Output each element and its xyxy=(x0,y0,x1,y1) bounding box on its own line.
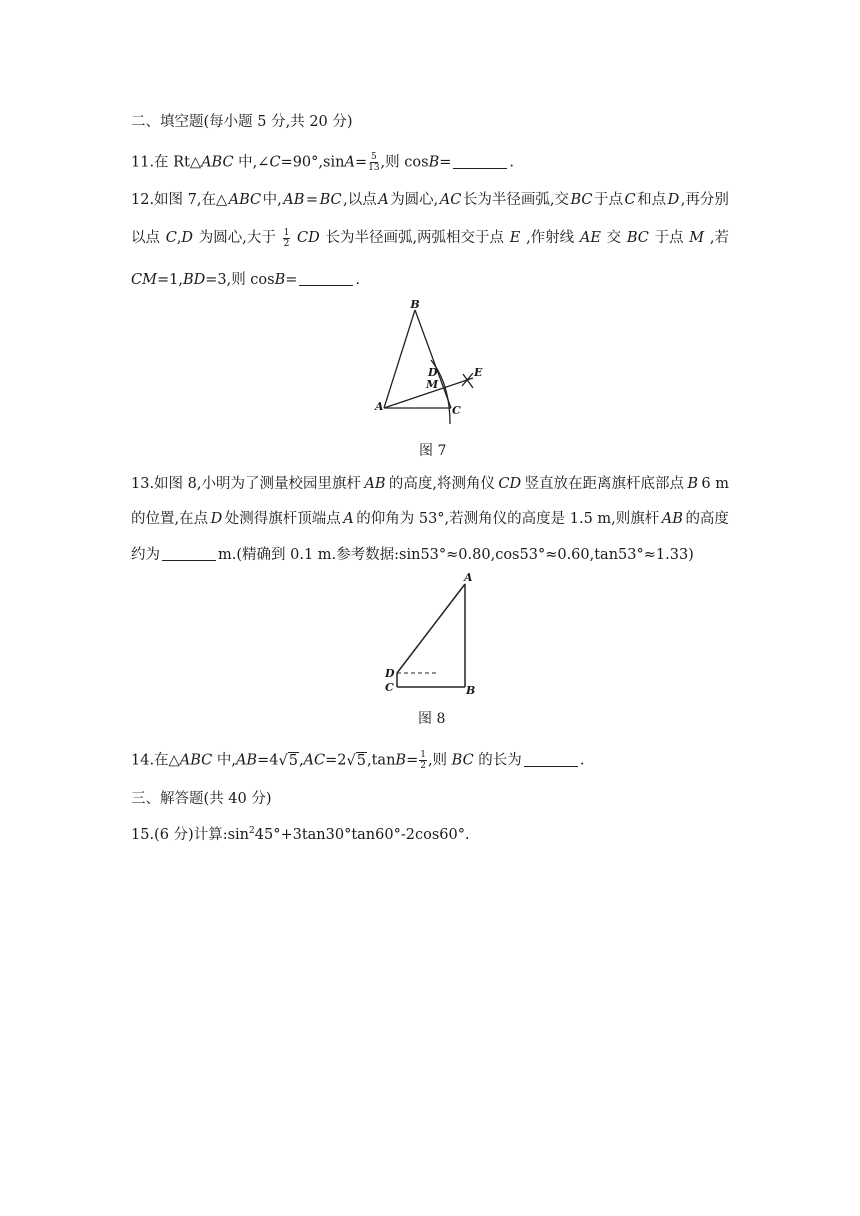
question-14: 14.在△ABC 中,AB=4√5,AC=2√5,tanB= $\frac{1}{2}$ ,则 BC 的长为 . xyxy=(131,750,585,771)
sqrt-5-b: √5 xyxy=(346,752,366,769)
label-m: M xyxy=(426,378,439,391)
segment-bc xyxy=(415,310,451,408)
sqrt-5-a: √5 xyxy=(278,752,298,769)
figure-7-diagram xyxy=(370,296,500,426)
section-heading-solve: 三、解答题(共 40 分) xyxy=(131,791,272,807)
label-b: B xyxy=(410,298,420,311)
figure-7-caption: 图 7 xyxy=(419,443,447,459)
label-d: D xyxy=(428,366,438,379)
label-d: D xyxy=(385,667,395,680)
answer-blank-13[interactable] xyxy=(162,546,216,561)
section-heading-fill-in: 二、填空题(每小题 5 分,共 20 分) xyxy=(131,114,353,130)
figure-8-caption: 图 8 xyxy=(418,711,446,727)
label-a: A xyxy=(464,571,473,584)
label-a: A xyxy=(375,400,384,413)
segment-da xyxy=(397,584,465,673)
label-c: C xyxy=(385,681,394,694)
question-13-line-2: 的位置,在点 D 处测得旗杆顶端点 A 的仰角为 53°,若测角仪的高度是 1.5 m,则旗杆 AB 的高度 xyxy=(131,511,729,527)
label-e: E xyxy=(474,366,483,379)
question-12-line-1: 12.如图 7,在△ ABC 中, AB = BC ,以点 A 为圆心, AC 长为半径画弧,交 BC 于点 C 和点 D ,再分别 xyxy=(131,192,729,208)
question-11: 11.在 Rt△ABC 中,∠C=90°,sinA= $\frac{5}{13}$ ,则 cosB= . xyxy=(131,152,514,173)
question-13-line-1: 13.如图 8,小明为了测量校园里旗杆 AB 的高度,将测角仪 CD 竖直放在距离旗杆底部点 B 6 m xyxy=(131,476,729,492)
question-12-line-2: 以点 C,D 为圆心,大于 $\frac{1}{2}$ CD 长为半径画弧,两弧相交于点 E ,作射线 AE 交 BC 于点 M ,若 xyxy=(131,228,729,249)
answer-blank-12[interactable] xyxy=(299,271,353,286)
fraction-1-2-q14: $\frac{1}{2}$ xyxy=(420,750,426,771)
question-15: 15.(6 分)计算$:\sin^245^\circ+3\tan 30^\circ\tan 60^\circ-2\cos 60^\circ$. xyxy=(131,826,470,843)
question-12-line-3: CM=1,BD=3,则 cosB= . xyxy=(131,272,361,288)
fraction-1-2: $\frac{1}{2}$ xyxy=(283,228,290,249)
label-c: C xyxy=(452,404,461,417)
label-b: B xyxy=(466,684,476,697)
segment-ab xyxy=(384,310,415,408)
answer-blank-14[interactable] xyxy=(524,752,578,767)
figure-8-diagram xyxy=(380,568,480,698)
question-13-line-3: 约为 m.(精确到 0.1 m.参考数据:sin53°≈0.80,cos53°≈0.60,tan53°≈1.33) xyxy=(131,547,694,563)
answer-blank-11[interactable] xyxy=(453,154,507,169)
fraction-5-13: $\frac{5}{13}$ xyxy=(368,152,380,173)
